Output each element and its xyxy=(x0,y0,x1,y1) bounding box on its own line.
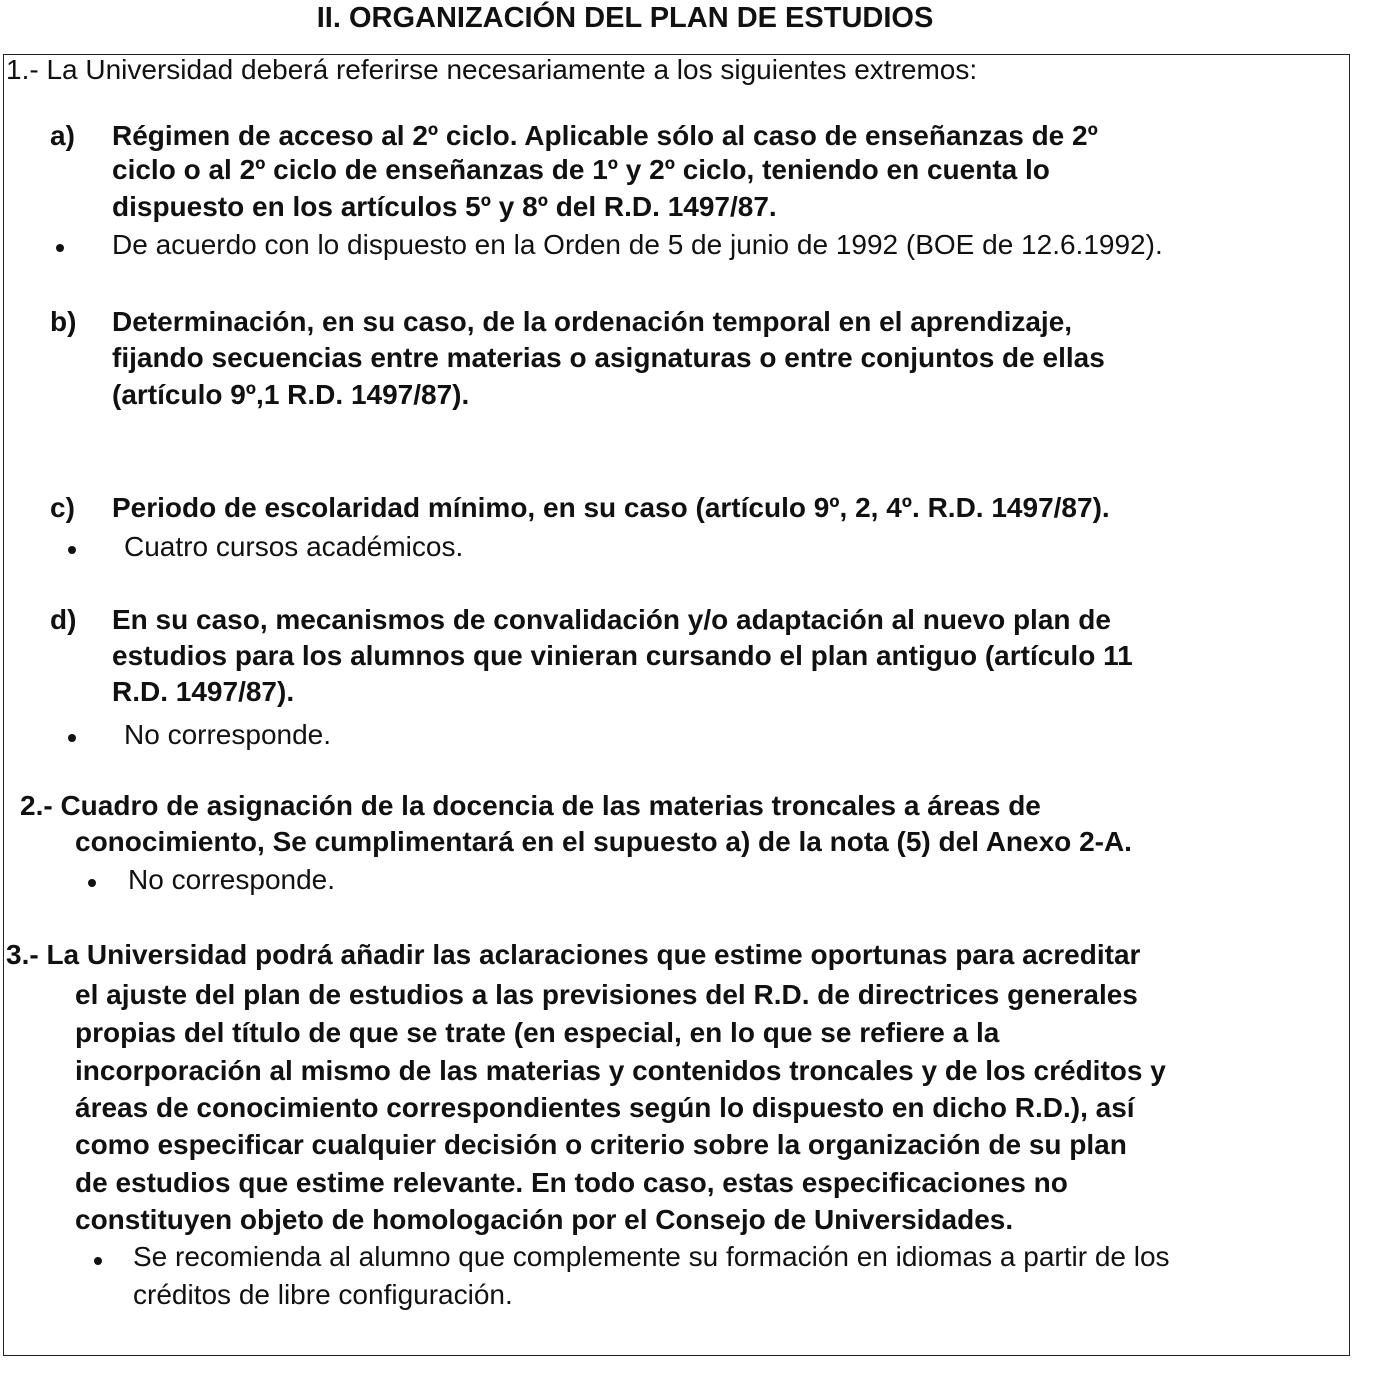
item-a-marker: a) xyxy=(50,120,75,151)
section3-line: el ajuste del plan de estudios a las previsiones del R.D. de directrices generales xyxy=(75,979,1138,1010)
item-b-line: Determinación, en su caso, de la ordenación temporal en el aprendizaje, xyxy=(112,306,1073,337)
section3-line: propias del título de que se trate (en especial, en lo que se refiere a la xyxy=(75,1017,1000,1048)
item-c-bullet: Cuatro cursos académicos. xyxy=(124,531,464,562)
page-title: II. ORGANIZACIÓN DEL PLAN DE ESTUDIOS xyxy=(316,2,934,34)
item-a-line: ciclo o al 2º ciclo de enseñanzas de 1º y 2º ciclo, teniendo en cuenta lo xyxy=(112,154,1050,185)
item-d-line: estudios para los alumnos que vinieran cursando el plan antiguo (artículo 11 xyxy=(112,640,1133,671)
section3-line: como especificar cualquier decisión o criterio sobre la organización de su plan xyxy=(75,1129,1127,1160)
section2-line: conocimiento, Se cumplimentará en el supuesto a) de la nota (5) del Anexo 2-A. xyxy=(75,826,1132,857)
bullet-icon xyxy=(88,879,96,887)
section3-line: áreas de conocimiento correspondientes según lo dispuesto en dicho R.D.), así xyxy=(75,1092,1135,1123)
item-a-bullet: De acuerdo con lo dispuesto en la Orden de 5 de junio de 1992 (BOE de 12.6.1992). xyxy=(112,229,1163,260)
section1-intro: 1.- La Universidad deberá referirse necesariamente a los siguientes extremos: xyxy=(6,54,978,85)
item-b-line: (artículo 9º,1 R.D. 1497/87). xyxy=(112,379,470,410)
section3-bullet-line: créditos de libre configuración. xyxy=(133,1279,513,1310)
item-a-line: dispuesto en los artículos 5º y 8º del R.D. 1497/87. xyxy=(112,191,777,222)
section2-bullet: No corresponde. xyxy=(128,864,336,895)
bullet-icon xyxy=(94,1257,102,1265)
item-c-marker: c) xyxy=(50,492,75,523)
section3-line: constituyen objeto de homologación por el Consejo de Universidades. xyxy=(75,1204,1014,1235)
bullet-icon xyxy=(68,734,76,742)
item-b-marker: b) xyxy=(50,306,77,337)
item-d-bullet: No corresponde. xyxy=(124,719,332,750)
item-d-line: R.D. 1497/87). xyxy=(112,676,295,707)
section3-line: incorporación al mismo de las materias y contenidos troncales y de los créditos y xyxy=(75,1055,1166,1086)
section2-line: 2.- Cuadro de asignación de la docencia de las materias troncales a áreas de xyxy=(20,790,1041,821)
section3-line: 3.- La Universidad podrá añadir las aclaraciones que estime oportunas para acreditar xyxy=(6,939,1141,970)
item-b-line: fijando secuencias entre materias o asignaturas o entre conjuntos de ellas xyxy=(112,342,1105,373)
item-d-line: En su caso, mecanismos de convalidación y/o adaptación al nuevo plan de xyxy=(112,604,1111,635)
bullet-icon xyxy=(56,244,64,252)
section3-line: de estudios que estime relevante. En todo caso, estas especificaciones no xyxy=(75,1167,1068,1198)
item-d-marker: d) xyxy=(50,604,77,635)
section3-bullet-line: Se recomienda al alumno que complemente su formación en idiomas a partir de los xyxy=(133,1241,1170,1272)
bullet-icon xyxy=(68,546,76,554)
item-a-line: Régimen de acceso al 2º ciclo. Aplicable sólo al caso de enseñanzas de 2º xyxy=(112,120,1098,151)
item-c-line: Periodo de escolaridad mínimo, en su caso (artículo 9º, 2, 4º. R.D. 1497/87). xyxy=(112,492,1110,523)
